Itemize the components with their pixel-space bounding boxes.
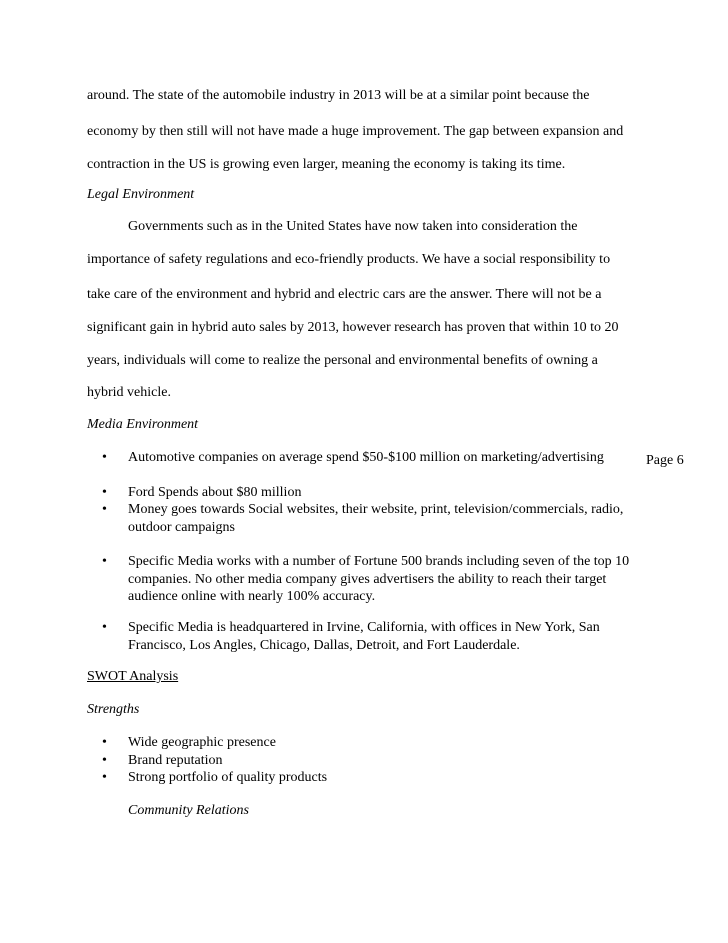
legal-environment-heading: Legal Environment <box>87 187 195 202</box>
community-relations-heading: Community Relations <box>128 803 249 818</box>
body-line: Governments such as in the United States have now taken into consideration the <box>128 219 578 234</box>
body-line: hybrid vehicle. <box>87 385 171 400</box>
bullet-icon: • <box>102 770 107 785</box>
media-bullet-text: Ford Spends about $80 million <box>128 485 302 500</box>
body-line: economy by then still will not have made a huge improvement. The gap between expansion and <box>87 124 624 139</box>
media-bullet-text: Automotive companies on average spend $50-$100 million on marketing/advertising <box>128 450 604 465</box>
bullet-icon: • <box>102 485 107 500</box>
body-line: around. The state of the automobile industry in 2013 will be at a similar point because the <box>87 88 590 103</box>
strength-item: Strong portfolio of quality products <box>128 770 328 785</box>
bullet-icon: • <box>102 620 107 635</box>
page-number: Page 6 <box>646 453 684 468</box>
body-line: significant gain in hybrid auto sales by 2013, however research has proven that within 10 to 20 <box>87 320 619 335</box>
body-line: take care of the environment and hybrid and electric cars are the answer. There will not be a <box>87 287 602 302</box>
strength-item: Wide geographic presence <box>128 735 276 750</box>
swot-analysis-heading: SWOT Analysis <box>87 669 179 684</box>
bullet-icon: • <box>102 450 107 465</box>
media-bullet-text: Specific Media is headquartered in Irvine, California, with offices in New York, San Francisco, Los Angles, Chicago, Dallas, Detroit, and Fort Lauderdale. <box>128 620 600 653</box>
body-line: importance of safety regulations and eco-friendly products. We have a social responsibility to <box>87 252 611 267</box>
bullet-icon: • <box>102 502 107 517</box>
strength-item: Brand reputation <box>128 753 223 768</box>
strengths-heading: Strengths <box>87 702 140 717</box>
bullet-icon: • <box>102 753 107 768</box>
body-line: contraction in the US is growing even larger, meaning the economy is taking its time. <box>87 157 566 172</box>
bullet-icon: • <box>102 554 107 569</box>
media-environment-heading: Media Environment <box>87 417 199 432</box>
media-bullet-text: Money goes towards Social websites, their website, print, television/commercials, radio, outdoor campaigns <box>128 502 624 535</box>
media-bullet-text: Specific Media works with a number of Fortune 500 brands including seven of the top 10 companies. No other media company gives advertisers the ability to reach their target audience online with nearly 100% accuracy. <box>128 554 630 604</box>
body-line: years, individuals will come to realize the personal and environmental benefits of owning a <box>87 353 598 368</box>
bullet-icon: • <box>102 735 107 750</box>
